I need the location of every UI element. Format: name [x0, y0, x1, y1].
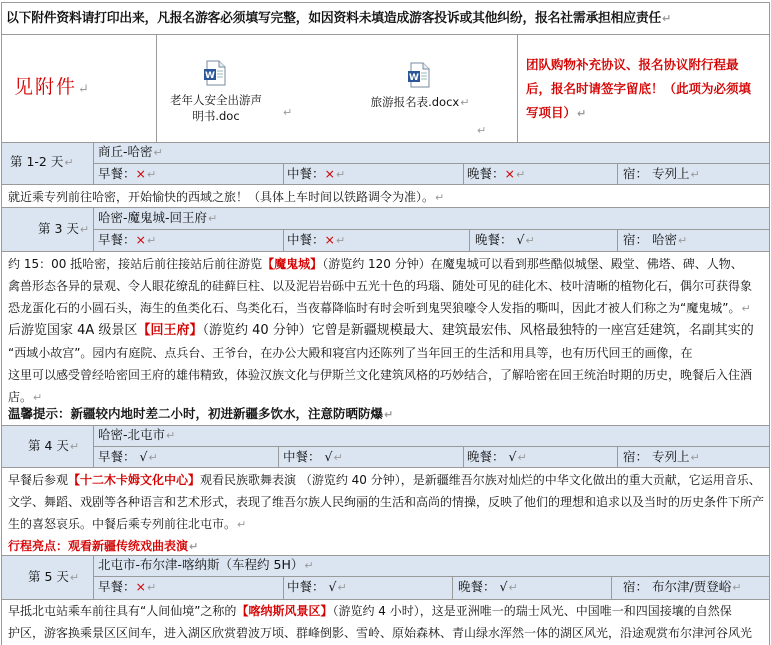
day-1-2-desc: 就近乘专列前往哈密，开始愉快的西域之旅！（具体上车时间以铁路调令为准）。↵: [8, 190, 445, 204]
scenic-spot-name: 【回王府】: [137, 323, 203, 338]
lunch-cell: 中餐： √↵: [283, 449, 343, 464]
file-2-name: 旅游报名表.docx: [370, 95, 460, 109]
hotel-cell: 宿： 专列上↵: [623, 449, 700, 464]
attachment-file-2[interactable]: W 旅游报名表.docx↵: [370, 58, 480, 128]
file-1-name-line1: 老年人安全出游声: [170, 93, 262, 107]
day-label: 第 5 天↵: [28, 569, 80, 584]
file-1-name-line2: 明书.doc: [192, 109, 240, 123]
attachment-label: 见附件↵: [14, 76, 91, 98]
return-mark: ↵: [477, 124, 487, 137]
day-3-tip: 温馨提示：新疆较内地时差二小时，初进新疆多饮水，注意防晒防爆↵: [8, 406, 394, 421]
svg-text:W: W: [409, 73, 419, 83]
scenic-spot-name: 【喀纳斯风景区】: [236, 604, 333, 618]
day-label: 第 1-2 天↵: [10, 154, 74, 169]
lunch-cell: 中餐：×↵: [287, 166, 346, 181]
dinner-cell: 晚餐： √↵: [467, 449, 527, 464]
svg-text:W: W: [205, 71, 215, 81]
attachment-file-1[interactable]: [160, 58, 270, 128]
day-4-highlight: 行程亮点：观看新疆传统戏曲表演↵: [8, 539, 199, 553]
day-3-paragraph-2: 后游览国家 4A 级景区【回王府】（游览约 40 分钟）它曾是新疆规模最大、建筑最宏伟、风格最独特的一座宫廷建筑，名副其实的 “西域小故宫”。园内有庭院、点兵台、王爷台，在办公大殿和寝宫内还陈列了当年回王的生活和用具等，也有历代回王的画像，在 这里可以感受曾经哈密回王府的雄伟精致，体验汉族文化与伊斯兰文化建筑风格的巧妙结合，了解哈密在回王统治时期的历史，晚餐后入住酒 店。↵: [8, 323, 754, 404]
dinner-cell: 晚餐： √↵: [475, 232, 535, 247]
route-text: 北屯市-布尔津-喀纳斯（车程约 5H）↵: [98, 557, 314, 572]
day-label: 第 4 天↵: [28, 438, 80, 453]
day-5-paragraph: 早抵北屯站乘车前往具有“人间仙境”之称的【喀纳斯风景区】（游览约 4 小时），这是亚洲唯一的瑞士风光、中国唯一和四国接壤的自然保 护区，游客换乘景区区间车，进入湖区欣赏碧波万顷、群峰倒影、雪岭、原始森林、青山绿水浑然一体的湖区风光，沿途观赏布尔津河谷风光: [8, 604, 753, 640]
lunch-cell: 中餐： √↵: [287, 579, 347, 594]
scenic-spot-name: 【魔鬼城】: [262, 257, 323, 271]
hotel-cell: 宿： 专列上↵: [623, 166, 700, 181]
day-3-paragraph-1: 约 15：00 抵哈密，接站后前往接站后前往游览【魔鬼城】（游览约 120 分钟）在魔鬼城可以看到那些酷似城堡、殿堂、佛塔、碑、人物、 禽兽形态各异的景观、令人眼花缭乱的硅藓巨柱、以及泥岩岩砾中五光十色的玛瑙、随处可见的硅化木、枝叶清晰的植物化石，偶尔可获得象 恐龙蛋化石的小圆石头，海生的鱼类化石、鸟类化石，当夜幕降临时有时会听到鬼哭狼嚎令人发指的嘶叫，因此才被人们称之为“魔鬼城”。↵: [8, 257, 753, 315]
return-mark: ↵: [283, 106, 293, 119]
breakfast-cell: 早餐：×↵: [98, 232, 157, 247]
route-text: 哈密-北屯市↵: [98, 427, 176, 442]
scenic-spot-name: 【十二木卡姆文化中心】: [68, 473, 201, 487]
route-text: 哈密-魔鬼城-回王府↵: [98, 210, 218, 225]
warning-text: 团队购物补充协议、报名协议附行程最 后，报名时请签字留底！（此项为必须填 写项目）↵: [526, 57, 752, 120]
notice-text: 以下附件资料请打印出来，凡报名游客必须填写完整，如因资料未填造成游客投诉或其他纠纷，报名社需承担相应责任↵: [6, 11, 672, 26]
route-text: 商丘-哈密↵: [98, 144, 163, 159]
breakfast-cell: 早餐： √↵: [98, 449, 158, 464]
dinner-cell: 晚餐： √↵: [458, 579, 518, 594]
breakfast-cell: 早餐：×↵: [98, 166, 157, 181]
word-doc-icon: [408, 62, 430, 88]
hotel-cell: 宿： 布尔津/贾登峪↵: [623, 579, 742, 594]
hotel-cell: 宿： 哈密↵: [623, 232, 688, 247]
day-label: 第 3 天↵: [38, 221, 90, 236]
day-4-paragraph: 早餐后参观【十二木卡姆文化中心】观看民族歌舞表演 （游览约 40 分钟），是新疆维吾尔族对灿烂的中华文化做出的重大贡献，它运用音乐、 文学、舞蹈、戏剧等各种语言和艺术形式，表现了维吾尔族人民绚丽的生活和高尚的情操，反映了他们的理想和追求以及当时的历史条件下所产 生的喜怒哀乐。中餐后乘专列前往北屯市。↵: [8, 473, 765, 531]
dinner-cell: 晚餐：×↵: [467, 166, 526, 181]
lunch-cell: 中餐：×↵: [287, 232, 346, 247]
word-doc-icon: [204, 60, 226, 86]
breakfast-cell: 早餐：×↵: [98, 579, 157, 594]
